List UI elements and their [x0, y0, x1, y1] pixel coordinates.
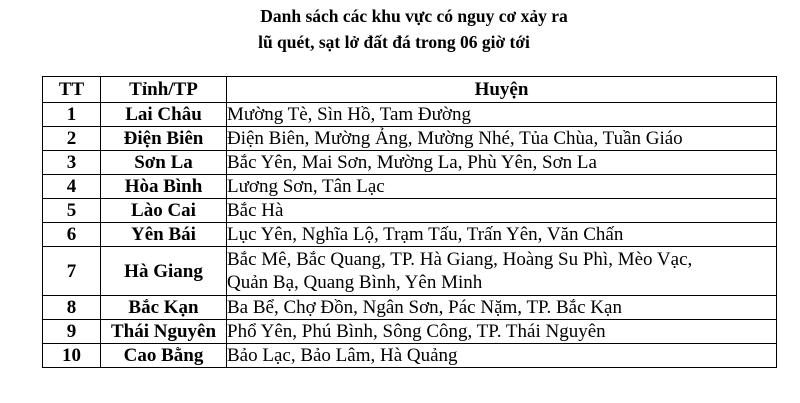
province-name: Cao Bằng	[101, 344, 227, 368]
row-number: 8	[43, 296, 101, 320]
district-line: Lương Sơn, Tân Lạc	[227, 176, 385, 197]
province-name: Lào Cai	[101, 199, 227, 223]
row-number: 1	[43, 103, 101, 127]
district-line: Lục Yên, Nghĩa Lộ, Trạm Tấu, Trấn Yên, Văn Chấn	[227, 224, 624, 245]
district-list	[227, 103, 777, 127]
table-row	[43, 199, 777, 223]
row-number: 3	[43, 151, 101, 175]
document-title-line-2: lũ quét, sạt lở đất đá trong 06 giờ tới	[258, 32, 530, 52]
province-name: Điện Biên	[101, 127, 227, 151]
row-number: 2	[43, 127, 101, 151]
district-line: Phổ Yên, Phú Bình, Sông Công, TP. Thái Nguyên	[227, 321, 606, 342]
district-list	[227, 127, 777, 151]
table-header-row	[43, 77, 777, 103]
table-row	[43, 296, 777, 320]
district-list	[227, 247, 777, 296]
row-number: 6	[43, 223, 101, 247]
province-name: Sơn La	[101, 151, 227, 175]
risk-area-table	[42, 76, 777, 368]
row-number: 5	[43, 199, 101, 223]
row-number: 10	[43, 344, 101, 368]
district-list	[227, 344, 777, 368]
table-row	[43, 247, 777, 296]
table-row	[43, 223, 777, 247]
document-title-line-1: Danh sách các khu vực có nguy cơ xảy ra	[260, 6, 568, 26]
district-list	[227, 320, 777, 344]
district-line: Bắc Hà	[227, 200, 284, 221]
district-line: Điện Biên, Mường Ảng, Mường Nhé, Tủa Chùa, Tuần Giáo	[227, 128, 683, 149]
table-row	[43, 344, 777, 368]
district-line: Bắc Mê, Bắc Quang, TP. Hà Giang, Hoàng Su Phì, Mèo Vạc,	[227, 249, 693, 270]
table-row	[43, 320, 777, 344]
row-number: 7	[43, 247, 101, 296]
table-row	[43, 175, 777, 199]
province-name: Bắc Kạn	[101, 296, 227, 320]
district-line: Quản Bạ, Quang Bình, Yên Minh	[227, 272, 483, 293]
district-line: Ba Bể, Chợ Đồn, Ngân Sơn, Pác Nặm, TP. Bắc Kạn	[227, 297, 622, 318]
province-name: Hòa Bình	[101, 175, 227, 199]
district-line: Bảo Lạc, Bảo Lâm, Hà Quảng	[227, 345, 458, 366]
row-number: 9	[43, 320, 101, 344]
province-name: Lai Châu	[101, 103, 227, 127]
province-name: Thái Nguyên	[101, 320, 227, 344]
district-line: Bắc Yên, Mai Sơn, Mường La, Phù Yên, Sơn La	[227, 152, 597, 173]
header-province: Tỉnh/TP	[101, 77, 227, 103]
district-list	[227, 296, 777, 320]
province-name: Hà Giang	[101, 247, 227, 296]
row-number: 4	[43, 175, 101, 199]
district-list	[227, 151, 777, 175]
table-row	[43, 127, 777, 151]
table-row	[43, 151, 777, 175]
header-district: Huyện	[227, 77, 777, 103]
district-list	[227, 223, 777, 247]
header-tt: TT	[43, 77, 101, 103]
district-list	[227, 199, 777, 223]
province-name: Yên Bái	[101, 223, 227, 247]
table-row	[43, 103, 777, 127]
district-line: Mường Tè, Sìn Hồ, Tam Đường	[227, 104, 471, 125]
district-list	[227, 175, 777, 199]
